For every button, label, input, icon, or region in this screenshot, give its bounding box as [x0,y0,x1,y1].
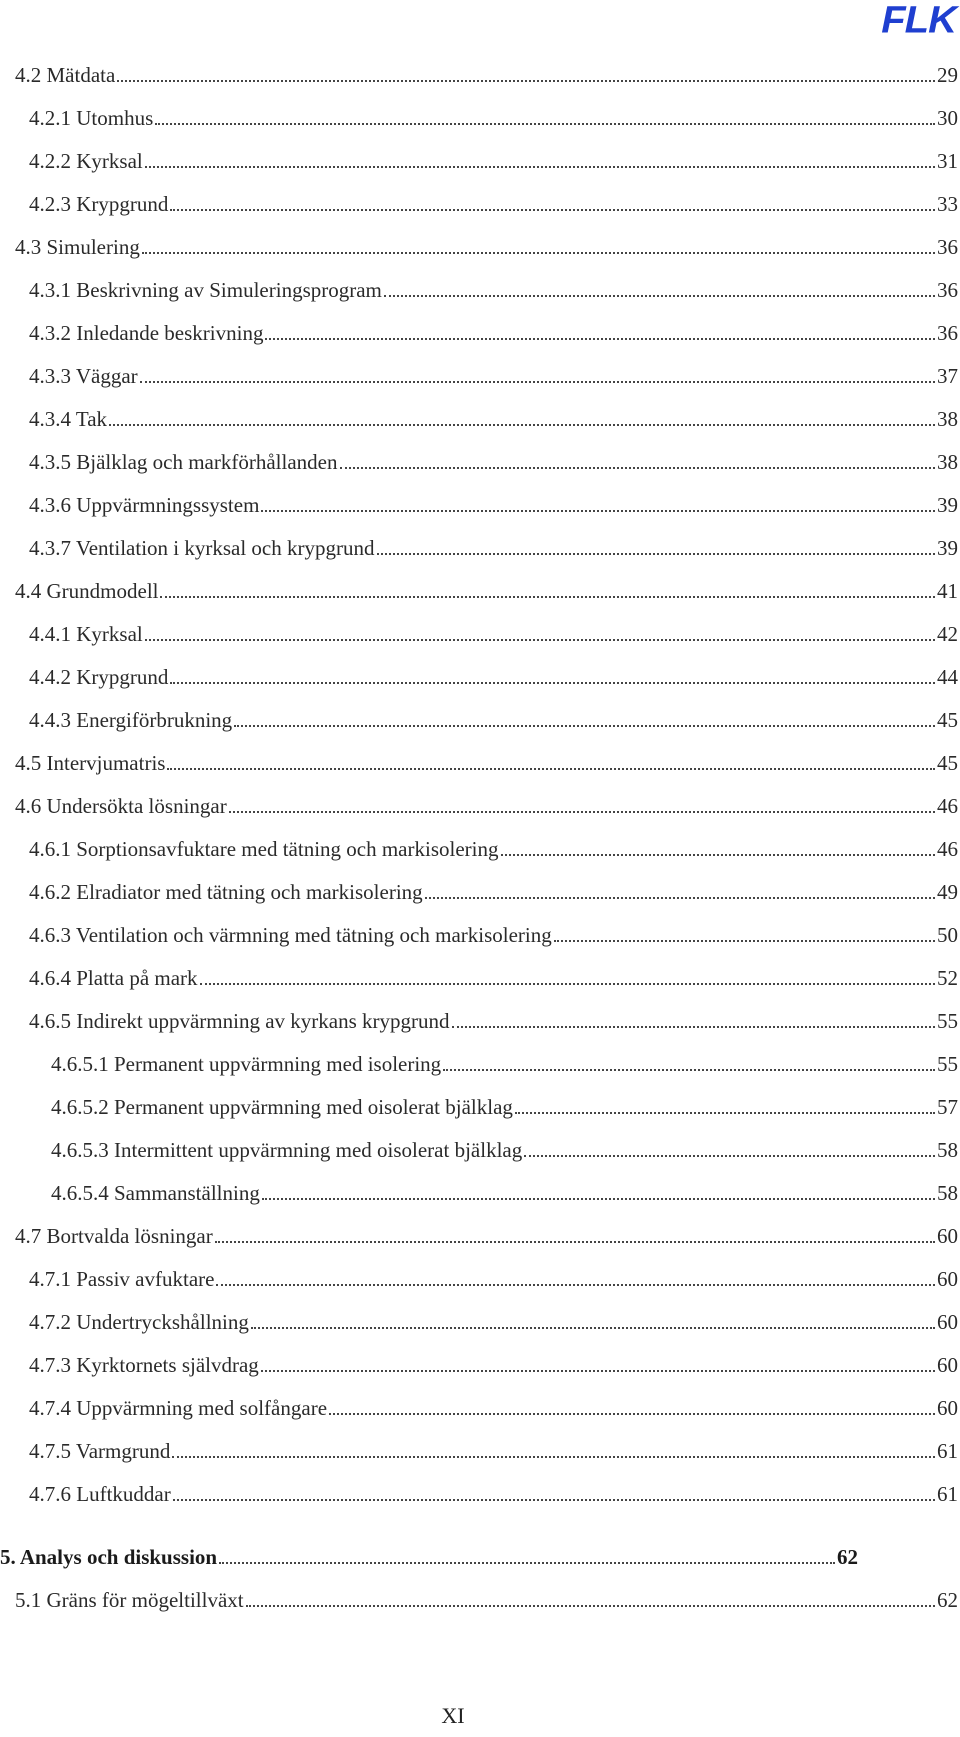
toc-entry-leader [425,897,935,899]
toc-entry-leader [215,1241,935,1243]
toc-entry-page: 30 [937,106,958,130]
toc-entry[interactable] [29,404,958,434]
toc-entry-label: 4.6.5.4 Sammanställning [51,1181,260,1205]
toc-entry-page: 61 [937,1482,958,1506]
toc-entry[interactable] [15,1585,958,1615]
toc-entry-page: 46 [937,837,958,861]
toc-entry[interactable] [15,791,958,821]
toc-entry-leader [160,596,935,598]
toc-entry-page: 61 [937,1439,958,1463]
toc-entry-leader [265,338,935,340]
toc-entry[interactable] [29,920,958,950]
toc-entry[interactable] [51,1092,958,1122]
toc-entry-page: 39 [937,493,958,517]
toc-entry-leader [200,983,935,985]
toc-entry[interactable] [15,576,958,606]
toc-entry-label: 4.7.4 Uppvärmning med solfångare [29,1396,328,1420]
toc-entry-leader [501,854,936,856]
toc-entry-label: 4.4.2 Krypgrund [29,665,169,689]
toc-entry-page: 38 [937,450,958,474]
toc-entry-leader [170,209,935,211]
toc-entry[interactable] [29,490,958,520]
toc-entry[interactable] [29,1436,958,1466]
toc-entry-label: 4.3.6 Uppvärmningssystem [29,493,260,517]
toc-entry-label: 4.6.5.1 Permanent uppvärmning med isolering [51,1052,442,1076]
toc-entry[interactable] [15,232,958,262]
toc-entry-leader [173,1499,935,1501]
toc-entry[interactable] [15,60,958,90]
toc-entry-leader [384,295,935,297]
toc-entry-label: 4.2.2 Kyrksal [29,149,143,173]
toc-entry-leader [554,940,935,942]
toc-entry[interactable] [29,1006,958,1036]
toc-entry-leader [443,1069,935,1071]
toc-entry-label: 5.1 Gräns för mögeltillväxt [15,1588,244,1612]
toc-entry[interactable] [29,963,958,993]
toc-entry-page: 57 [937,1095,958,1119]
toc-entry-leader [145,166,935,168]
toc-entry-leader [329,1413,935,1415]
toc-entry-page: 55 [937,1009,958,1033]
toc-entry-leader [170,682,935,684]
toc-entry-label: 4.2 Mätdata [15,63,116,87]
toc-entry[interactable] [51,1049,958,1079]
toc-entry-page: 31 [937,149,958,173]
toc-entry-label: 4.3.7 Ventilation i kyrksal och krypgrund [29,536,375,560]
toc-entry-label: 4.6.5 Indirekt uppvärmning av kyrkans krypgrund [29,1009,450,1033]
toc-entry-leader [142,252,935,254]
toc-entry[interactable] [29,275,958,305]
toc-entry-label: 4.2.3 Krypgrund [29,192,169,216]
toc-entry-label: 4.7.6 Luftkuddar [29,1482,171,1506]
toc-entry[interactable] [51,1178,958,1208]
toc-entry-label: 4.3.3 Väggar [29,364,138,388]
toc-entry-page: 60 [937,1353,958,1377]
toc-entry-label: 4.7.3 Kyrktornets självdrag [29,1353,259,1377]
toc-entry-leader [262,1198,935,1200]
toc-entry-leader [377,553,936,555]
toc-entry-leader [172,1456,935,1458]
toc-entry-leader [246,1605,935,1607]
toc-entry-page: 58 [937,1138,958,1162]
toc-entry-page: 49 [937,880,958,904]
toc-entry-label: 4.3.1 Beskrivning av Simuleringsprogram [29,278,382,302]
toc-entry[interactable] [29,662,958,692]
toc-entry-page: 60 [937,1310,958,1334]
toc-entry-label: 4.4.1 Kyrksal [29,622,143,646]
toc-entry-leader [145,639,935,641]
toc-entry[interactable] [0,1542,858,1572]
toc-entry-page: 33 [937,192,958,216]
toc-entry-leader [261,1370,935,1372]
toc-entry[interactable] [29,103,958,133]
page-number: XI [441,1703,465,1728]
toc-entry-label: 4.7.1 Passiv avfuktare [29,1267,215,1291]
toc-entry-page: 60 [937,1224,958,1248]
toc-entry-label: 4.3.4 Tak [29,407,108,431]
toc-entry-page: 38 [937,407,958,431]
toc-entry-leader [167,768,935,770]
toc-entry[interactable] [51,1135,958,1165]
toc-entry-label: 4.3.2 Inledande beskrivning [29,321,264,345]
toc-entry[interactable] [29,1393,958,1423]
toc-entry-label: 5. Analys och diskussion [0,1545,218,1569]
toc-entry-page: 62 [937,1588,958,1612]
toc-entry[interactable] [29,361,958,391]
toc-entry[interactable] [29,447,958,477]
toc-entry-label: 4.7 Bortvalda lösningar [15,1224,213,1248]
toc-entry-page: 60 [937,1267,958,1291]
toc-entry-leader [117,80,935,82]
toc-entry[interactable] [29,1307,958,1337]
toc-entry-page: 52 [937,966,958,990]
toc-entry-page: 29 [937,63,958,87]
toc-entry-page: 62 [837,1545,858,1569]
toc-entry[interactable] [29,619,958,649]
toc-entry[interactable] [29,189,958,219]
toc-entry-page: 45 [937,751,958,775]
toc-entry-page: 60 [937,1396,958,1420]
toc-entry-page: 39 [937,536,958,560]
toc-entry-label: 4.5 Intervjumatris [15,751,166,775]
toc-entry[interactable] [29,834,958,864]
toc-entry-page: 36 [937,321,958,345]
toc-entry-page: 55 [937,1052,958,1076]
toc-entry-label: 4.6.5.3 Intermittent uppvärmning med oisolerat bjälklag [51,1138,523,1162]
toc-entry-label: 4.6 Undersökta lösningar [15,794,227,818]
toc-entry-page: 36 [937,235,958,259]
toc-entry-page: 42 [937,622,958,646]
toc-entry-label: 4.6.4 Platta på mark [29,966,198,990]
toc-entry-label: 4.4 Grundmodell [15,579,159,603]
toc-entry[interactable] [29,533,958,563]
toc-entry-page: 41 [937,579,958,603]
toc-entry-page: 58 [937,1181,958,1205]
toc-entry-label: 4.7.2 Undertryckshållning [29,1310,249,1334]
toc-entry[interactable] [15,1221,958,1251]
toc-entry-leader [340,467,936,469]
toc-entry-leader [251,1327,935,1329]
toc-entry-leader [452,1026,935,1028]
toc-entry-leader [524,1155,935,1157]
toc-entry-page: 37 [937,364,958,388]
toc-entry-label: 4.3 Simulering [15,235,140,259]
toc-entry[interactable] [29,318,958,348]
toc-entry-leader [515,1112,935,1114]
toc-entry[interactable] [15,748,958,778]
toc-entry-page: 44 [937,665,958,689]
toc-entry-leader [219,1562,835,1564]
flk-logo: FLK [881,0,956,41]
toc-entry-leader [109,424,935,426]
toc-entry-label: 4.6.1 Sorptionsavfuktare med tätning och markisolering [29,837,499,861]
toc-entry-page: 46 [937,794,958,818]
toc-entry-leader [155,123,935,125]
toc-entry[interactable] [29,877,958,907]
toc-entry-leader [216,1284,935,1286]
toc-entry-label: 4.7.5 Varmgrund [29,1439,171,1463]
toc-entry-label: 4.6.5.2 Permanent uppvärmning med oisolerat bjälklag [51,1095,513,1119]
toc-entry[interactable] [29,146,958,176]
toc-entry[interactable] [29,1350,958,1380]
toc-entry[interactable] [29,1264,958,1294]
toc-entry-leader [234,725,935,727]
toc-entry-leader [229,811,935,813]
toc-entry-leader [261,510,935,512]
toc-entry-page: 36 [937,278,958,302]
toc-entry-label: 4.6.3 Ventilation och värmning med tätning och markisolering [29,923,552,947]
toc-entry-label: 4.4.3 Energiförbrukning [29,708,233,732]
toc-entry-label: 4.3.5 Bjälklag och markförhållanden [29,450,338,474]
toc-entry[interactable] [29,705,958,735]
toc-entry-page: 45 [937,708,958,732]
toc-entry-label: 4.2.1 Utomhus [29,106,154,130]
toc-entry-label: 4.6.2 Elradiator med tätning och markisolering [29,880,423,904]
toc-entry-page: 50 [937,923,958,947]
toc-entry-leader [140,381,935,383]
toc-entry[interactable] [29,1479,958,1509]
